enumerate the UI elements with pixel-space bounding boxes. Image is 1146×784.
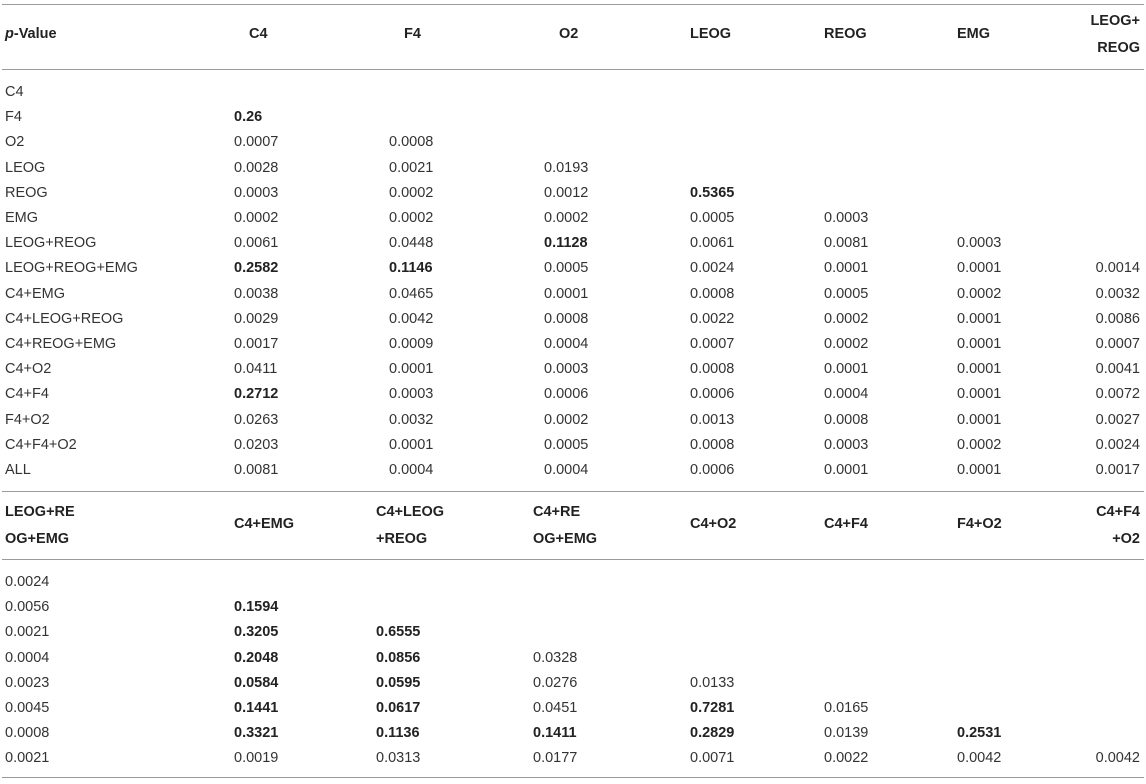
table-cell: 0.0001 <box>957 310 1002 327</box>
table-cell: 0.0003 <box>544 361 589 378</box>
table-cell: 0.0448 <box>389 235 434 252</box>
column-header-line: C4+LEOG <box>376 504 445 520</box>
table-cell: 0.0001 <box>824 260 869 277</box>
table-cell: 0.0595 <box>376 674 421 691</box>
table-cell: 0.0005 <box>544 260 589 277</box>
table-cell: 0.0081 <box>824 235 869 252</box>
table-cell: 0.0263 <box>234 411 279 428</box>
header-pvalue-italic: p <box>5 26 14 42</box>
table-rule-header-2 <box>2 559 1144 560</box>
table-cell: 0.0086 <box>1095 310 1140 327</box>
table-cell: 0.2582 <box>234 260 279 277</box>
table-cell: 0.0023 <box>5 674 50 691</box>
column-header-line: LEOG+ <box>1090 13 1140 29</box>
table-cell: 0.0007 <box>690 336 735 352</box>
table-cell: 0.0008 <box>690 285 735 302</box>
table-cell: 0.0006 <box>544 386 589 403</box>
table-cell: 0.0008 <box>824 411 869 428</box>
table-cell: 0.0027 <box>1095 411 1140 428</box>
row-label: EMG <box>5 210 39 226</box>
table-cell: 0.0004 <box>824 386 869 403</box>
table-cell: 0.0313 <box>376 750 421 767</box>
table-cell: 0.0041 <box>1095 361 1140 378</box>
table-cell: 0.0276 <box>533 674 578 691</box>
table-cell: 0.0004 <box>5 649 50 666</box>
column-header-line: C4+RE <box>533 504 581 520</box>
header-pvalue <box>5 22 57 47</box>
table-cell: 0.0003 <box>824 210 869 226</box>
row-label: C4+O2 <box>5 361 52 378</box>
row-label: C4+LEOG+REOG <box>5 310 124 327</box>
row-label: C4+F4+O2 <box>5 436 77 453</box>
table-cell: 0.0002 <box>389 210 434 226</box>
row-label: F4+O2 <box>5 411 50 428</box>
column-header-line: OG+EMG <box>533 531 598 547</box>
table-cell: 0.0003 <box>389 386 434 403</box>
table-cell: 0.0005 <box>824 285 869 302</box>
table-cell: 0.0007 <box>1095 336 1140 352</box>
table-cell: 0.0071 <box>690 750 735 767</box>
table-cell: 0.0328 <box>533 649 578 666</box>
table-cell: 0.26 <box>234 109 263 126</box>
table-cell: 0.0001 <box>957 462 1002 478</box>
table-rule-header <box>2 69 1144 70</box>
table-cell: 0.0004 <box>389 462 434 478</box>
column-header-line: C4+EMG <box>234 516 295 532</box>
table-cell: 0.0008 <box>690 361 735 378</box>
table-cell: 0.2712 <box>234 386 279 403</box>
table-cell: 0.0042 <box>1095 750 1140 767</box>
column-header: REOG <box>824 26 867 42</box>
table-cell: 0.0005 <box>690 210 735 226</box>
table-cell: 0.0193 <box>544 159 589 176</box>
table-cell: 0.2531 <box>957 725 1002 742</box>
table-cell: 0.0003 <box>234 184 279 201</box>
table-cell: 0.1411 <box>533 725 577 742</box>
table-cell: 0.0072 <box>1095 386 1140 403</box>
table-cell: 0.0056 <box>5 599 50 616</box>
table-cell: 0.0045 <box>5 700 50 716</box>
table-cell: 0.0002 <box>544 210 589 226</box>
table-cell: 0.0001 <box>544 285 589 302</box>
table-cell: 0.0006 <box>690 462 735 478</box>
table-cell: 0.0003 <box>824 436 869 453</box>
row-label: F4 <box>5 109 22 126</box>
table-rule-middle <box>2 491 1144 492</box>
table-cell: 0.0008 <box>5 725 50 742</box>
table-cell: 0.0004 <box>544 462 589 478</box>
row-label: LEOG+REOG+EMG <box>5 260 138 277</box>
table-cell: 0.0165 <box>824 700 869 716</box>
table-cell: 0.0004 <box>544 336 589 352</box>
column-header-line: C4+F4 <box>1096 504 1140 520</box>
table-cell: 0.0012 <box>544 184 589 201</box>
table-cell: 0.2829 <box>690 725 735 742</box>
column-header-line: OG+EMG <box>5 531 70 547</box>
table-cell: 0.1146 <box>389 260 433 277</box>
table-cell: 0.0007 <box>234 134 279 151</box>
table-cell: 0.0042 <box>389 310 434 327</box>
table-cell: 0.0584 <box>234 674 279 691</box>
table-cell: 0.0008 <box>544 310 589 327</box>
table-cell: 0.0001 <box>389 436 434 453</box>
table-cell: 0.0042 <box>957 750 1002 767</box>
table-cell: 0.0203 <box>234 436 279 453</box>
table-cell: 0.0002 <box>957 436 1002 453</box>
table-cell: 0.0465 <box>389 285 434 302</box>
table-cell: 0.0002 <box>544 411 589 428</box>
table-cell: 0.3321 <box>234 725 279 742</box>
header-pvalue-rest: -Value <box>13 26 57 42</box>
table-cell: 0.0177 <box>533 750 578 767</box>
table-cell: 0.1128 <box>544 235 588 252</box>
table-cell: 0.6555 <box>376 624 421 641</box>
table-cell: 0.0021 <box>5 750 50 767</box>
table-cell: 0.0856 <box>376 649 421 666</box>
row-label: C4+REOG+EMG <box>5 336 117 352</box>
row-label: O2 <box>5 134 25 151</box>
table-cell: 0.0002 <box>824 336 869 352</box>
table-rule-top <box>2 4 1144 5</box>
table-cell: 0.0017 <box>234 336 279 352</box>
row-label: REOG <box>5 184 48 201</box>
table-cell: 0.0006 <box>690 386 735 403</box>
table-cell: 0.0024 <box>5 574 50 590</box>
table-cell: 0.0451 <box>533 700 578 716</box>
column-header-line: REOG <box>1097 40 1140 56</box>
column-header-line: +O2 <box>1112 531 1140 547</box>
table-cell: 0.0024 <box>690 260 735 277</box>
table-cell: 0.1441 <box>234 700 279 716</box>
table-cell: 0.0002 <box>957 285 1002 302</box>
table-cell: 0.5365 <box>690 184 735 201</box>
row-label: C4+F4 <box>5 386 49 403</box>
table-cell: 0.0001 <box>957 411 1002 428</box>
row-label: ALL <box>5 462 31 478</box>
column-header-line: F4+O2 <box>957 516 1002 532</box>
column-header-line: LEOG+RE <box>5 504 75 520</box>
table-cell: 0.0411 <box>234 361 278 378</box>
column-header: LEOG <box>690 26 732 42</box>
table-cell: 0.0002 <box>389 184 434 201</box>
table-cell: 0.0001 <box>957 386 1002 403</box>
column-header: C4 <box>249 26 268 42</box>
table-cell: 0.0003 <box>957 235 1002 252</box>
table-cell: 0.0029 <box>234 310 279 327</box>
column-header-line: C4+O2 <box>690 516 737 532</box>
table-cell: 0.0022 <box>824 750 869 767</box>
row-label: C4 <box>5 84 24 100</box>
column-header-line: C4+F4 <box>824 516 868 532</box>
table-cell: 0.1594 <box>234 599 279 616</box>
table-cell: 0.0008 <box>690 436 735 453</box>
table-cell: 0.0001 <box>957 361 1002 378</box>
table-cell: 0.0001 <box>389 361 434 378</box>
table-cell: 0.0013 <box>690 411 735 428</box>
table-cell: 0.0002 <box>824 310 869 327</box>
table-cell: 0.0014 <box>1095 260 1140 277</box>
table-cell: 0.0061 <box>690 235 735 252</box>
table-cell: 0.0032 <box>389 411 434 428</box>
table-cell: 0.0024 <box>1095 436 1140 453</box>
row-label: LEOG+REOG <box>5 235 97 252</box>
row-label: C4+EMG <box>5 285 66 302</box>
table-cell: 0.3205 <box>234 624 279 641</box>
table-cell: 0.7281 <box>690 700 735 716</box>
table-cell: 0.0081 <box>234 462 279 478</box>
table-cell: 0.0005 <box>544 436 589 453</box>
table-cell: 0.0061 <box>234 235 279 252</box>
table-cell: 0.0001 <box>824 361 869 378</box>
table-cell: 0.0008 <box>389 134 434 151</box>
table-cell: 0.0038 <box>234 285 279 302</box>
table-rule-bottom <box>2 777 1144 778</box>
table-cell: 0.0032 <box>1095 285 1140 302</box>
table-cell: 0.2048 <box>234 649 279 666</box>
table-cell: 0.0133 <box>690 674 735 691</box>
table-cell: 0.1136 <box>376 725 420 742</box>
table-cell: 0.0617 <box>376 700 421 716</box>
table-cell: 0.0017 <box>1095 462 1140 478</box>
table-cell: 0.0022 <box>690 310 735 327</box>
table-cell: 0.0002 <box>234 210 279 226</box>
table-cell: 0.0021 <box>5 624 50 641</box>
table-cell: 0.0001 <box>957 260 1002 277</box>
table-cell: 0.0009 <box>389 336 434 352</box>
row-label: LEOG <box>5 159 46 176</box>
table-cell: 0.0021 <box>389 159 434 176</box>
table-cell: 0.0019 <box>234 750 279 767</box>
column-header: O2 <box>559 26 579 42</box>
table-cell: 0.0028 <box>234 159 279 176</box>
column-header-line: +REOG <box>376 531 428 547</box>
table-cell: 0.0001 <box>824 462 869 478</box>
table-cell: 0.0139 <box>824 725 869 742</box>
column-header: F4 <box>404 26 421 42</box>
column-header: EMG <box>957 26 991 42</box>
table-cell: 0.0001 <box>957 336 1002 352</box>
